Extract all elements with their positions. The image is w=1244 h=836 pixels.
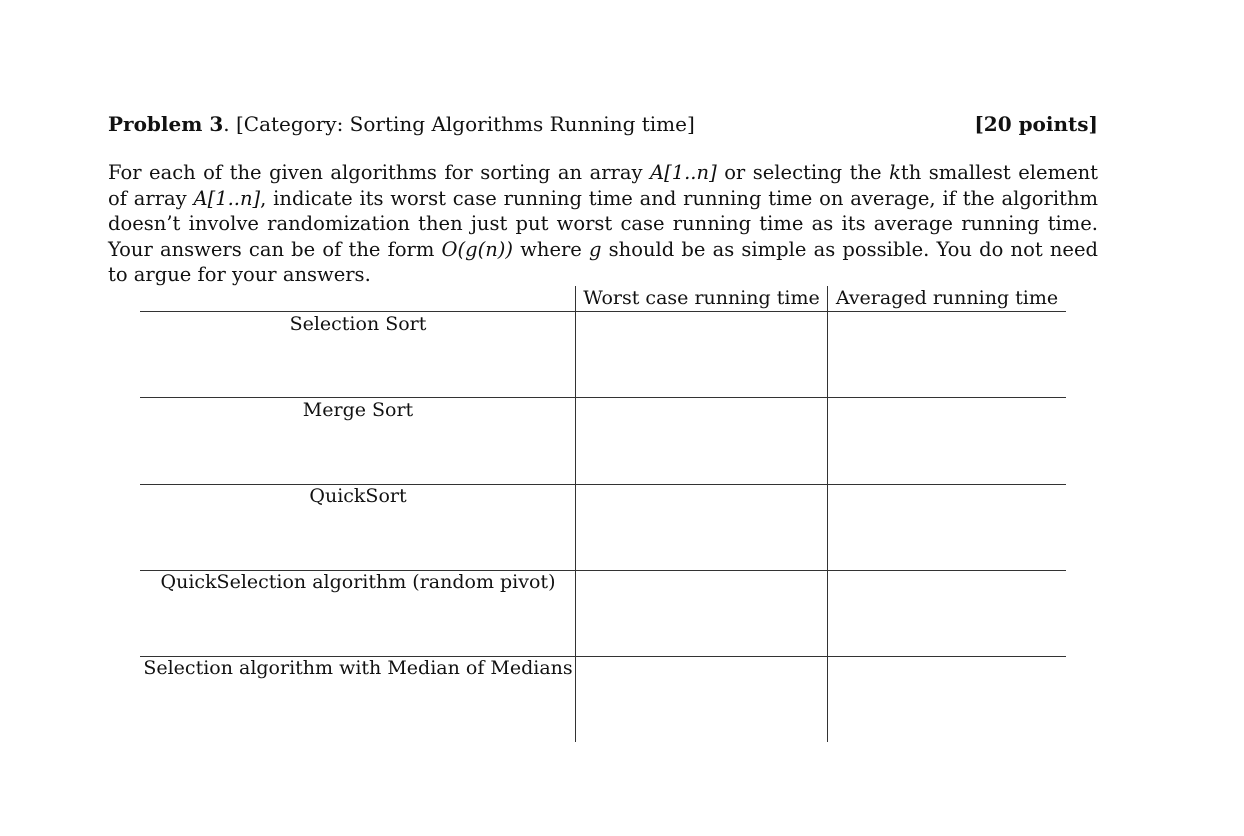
row-label-selection-sort: Selection Sort xyxy=(289,313,427,335)
instr-text-1: For each of the given algorithms for sorting an array xyxy=(108,161,651,184)
cell-average-quicksort[interactable] xyxy=(828,485,1066,570)
k-var: k xyxy=(889,161,901,184)
problem-number: Problem 3 xyxy=(108,112,224,136)
big-o-expr: O(g(n)) xyxy=(441,237,514,261)
problem-header xyxy=(108,112,1098,136)
cell-average-selection-sort[interactable] xyxy=(828,312,1066,397)
problem-points: [20 points] xyxy=(974,112,1098,136)
g-var: g xyxy=(589,237,602,261)
col-header-worst: Worst case running time xyxy=(583,287,820,309)
problem-instructions xyxy=(108,160,1098,288)
cell-worst-merge-sort[interactable] xyxy=(576,398,827,484)
array-expr-1: A[1..n] xyxy=(650,161,717,184)
instr-text-3: th smallest element of array xyxy=(108,161,1099,210)
running-time-table xyxy=(140,286,1066,742)
instr-text-4: , indicate its worst case running time and running time on average, if the algorithm doesn’t involve randomization then just put worst case running time as its average running time. Your answers can be of the form xyxy=(108,186,1098,261)
array-expr-2: A[1..n] xyxy=(193,186,261,210)
problem-category: . [Category: Sorting Algorithms Running time] xyxy=(223,112,695,136)
row-label-median-of-medians: Selection algorithm with Median of Medians xyxy=(143,657,573,679)
cell-average-quickselection[interactable] xyxy=(828,571,1066,656)
instr-text-2: or selecting the xyxy=(716,161,890,184)
cell-worst-quickselection[interactable] xyxy=(576,571,827,656)
row-label-quicksort: QuickSort xyxy=(309,485,407,507)
cell-worst-quicksort[interactable] xyxy=(576,485,827,570)
col-header-average: Averaged running time xyxy=(835,287,1059,309)
row-label-quickselection: QuickSelection algorithm (random pivot) xyxy=(160,571,556,593)
instr-text-6: should be as simple as possible. You do not need to argue for your answers. xyxy=(108,237,1098,286)
row-label-merge-sort: Merge Sort xyxy=(302,399,414,421)
instr-text-5: where xyxy=(513,237,590,261)
cell-worst-median-of-medians[interactable] xyxy=(576,657,827,742)
cell-worst-selection-sort[interactable] xyxy=(576,312,827,397)
cell-average-median-of-medians[interactable] xyxy=(828,657,1066,742)
cell-average-merge-sort[interactable] xyxy=(828,398,1066,484)
